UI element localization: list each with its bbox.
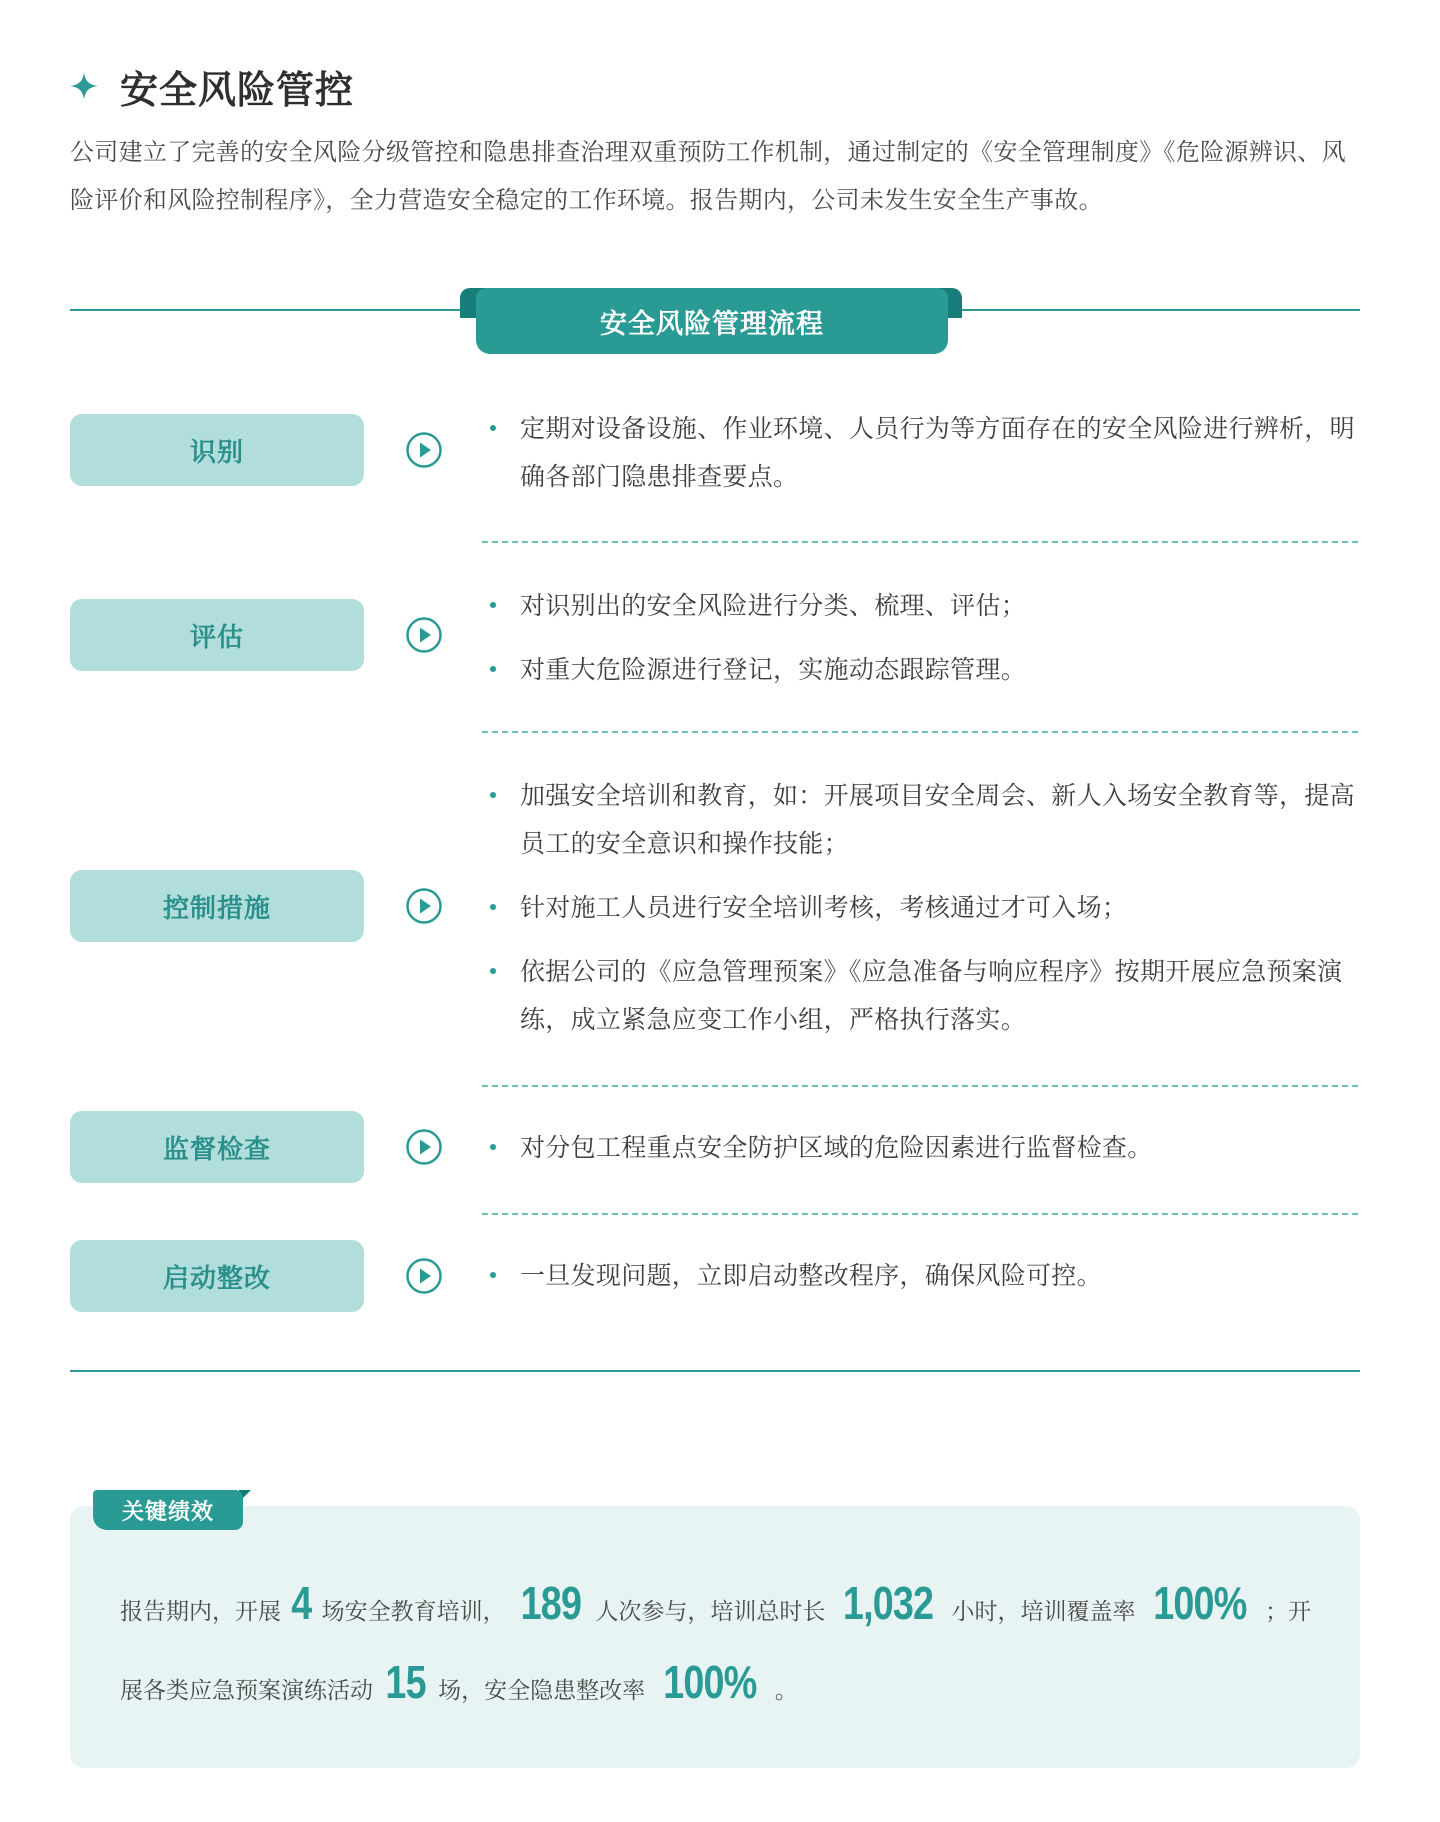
- list-item: 依据公司的《应急管理预案》《应急准备与响应程序》按期开展应急预案演练，成立紧急应变工作小组，严格执行落实。: [486, 948, 1366, 1044]
- list-item: 对分包工程重点安全防护区域的危险因素进行监督检查。: [486, 1124, 1366, 1172]
- list-item: 对重大危险源进行登记，实施动态跟踪管理。: [486, 646, 1366, 694]
- play-circle-icon: [405, 616, 443, 654]
- play-circle-icon: [405, 1128, 443, 1166]
- dashed-divider: [482, 541, 1358, 543]
- step-bullets-assess: [486, 582, 1366, 694]
- bullet-dot: [490, 968, 496, 974]
- kpi-text-part: 报告期内，开展: [120, 1599, 281, 1625]
- kpi-number: 100%: [1153, 1577, 1247, 1629]
- step-bullets-rectify: [486, 1252, 1366, 1300]
- kpi-number: 100%: [663, 1656, 757, 1708]
- kpi-text-part: 场，安全隐患整改率: [438, 1678, 646, 1704]
- step-pill-identify: 识别: [70, 414, 364, 486]
- kpi-number: 4: [291, 1577, 312, 1629]
- list-item: 针对施工人员进行安全培训考核，考核通过才可入场；: [486, 884, 1366, 932]
- step-bullets-identify: [486, 405, 1366, 501]
- flow-header: [70, 288, 1360, 356]
- kpi-number: 189: [520, 1577, 581, 1629]
- step-pill-rectify: 启动整改: [70, 1240, 364, 1312]
- kpi-text-part: 人次参与，培训总时长: [595, 1599, 826, 1625]
- bullet-dot: [490, 904, 496, 910]
- section-heading: [70, 58, 354, 114]
- bullet-dot: [490, 1144, 496, 1150]
- kpi-number: 15: [385, 1656, 426, 1708]
- intro-paragraph: 公司建立了完善的安全风险分级管控和隐患排查治理双重预防工作机制，通过制定的《安全管理制度》《危险源辨识、风险评价和风险控制程序》，全力营造安全稳定的工作环境。报告期内，公司未发生安全生产事故。: [70, 138, 1346, 214]
- step-bullets-supervise: [486, 1124, 1366, 1172]
- bullet-dot: [490, 1272, 496, 1278]
- kpi-number: 1,032: [843, 1577, 934, 1629]
- kpi-text-part: ；开展各类应急预案演练活动: [120, 1599, 1312, 1704]
- dashed-divider: [482, 731, 1358, 733]
- step-pill-control: 控制措施: [70, 870, 364, 942]
- kpi-text-part: 小时，培训覆盖率: [951, 1599, 1136, 1625]
- step-pill-supervise: 监督检查: [70, 1111, 364, 1183]
- kpi-tab-label: 关键绩效: [93, 1490, 243, 1530]
- sparkle-icon: [70, 72, 98, 100]
- list-item: 对识别出的安全风险进行分类、梳理、评估；: [486, 582, 1366, 630]
- section-title: 安全风险管控: [120, 67, 355, 112]
- kpi-text-part: 。: [774, 1678, 798, 1704]
- play-circle-icon: [405, 431, 443, 469]
- list-item: 加强安全培训和教育，如：开展项目安全周会、新人入场安全教育等，提高员工的安全意识和操作技能；: [486, 772, 1366, 868]
- dashed-divider: [482, 1085, 1358, 1087]
- list-item: 一旦发现问题，立即启动整改程序，确保风险可控。: [486, 1252, 1366, 1300]
- kpi-tab: [93, 1490, 245, 1530]
- flow-title: 安全风险管理流程: [476, 288, 948, 354]
- step-pill-assess: 评估: [70, 599, 364, 671]
- bullet-dot: [490, 425, 496, 431]
- play-circle-icon: [405, 887, 443, 925]
- step-bullets-control: [486, 772, 1366, 1044]
- bullet-dot: [490, 792, 496, 798]
- kpi-text-part: 场安全教育培训，: [321, 1599, 506, 1625]
- bullet-dot: [490, 666, 496, 672]
- flow-bottom-rule: [70, 1370, 1360, 1372]
- dashed-divider: [482, 1213, 1358, 1215]
- play-circle-icon: [405, 1257, 443, 1295]
- kpi-text: [120, 1568, 1330, 1726]
- bullet-dot: [490, 602, 496, 608]
- list-item: 定期对设备设施、作业环境、人员行为等方面存在的安全风险进行辨析，明确各部门隐患排查要点。: [486, 405, 1366, 501]
